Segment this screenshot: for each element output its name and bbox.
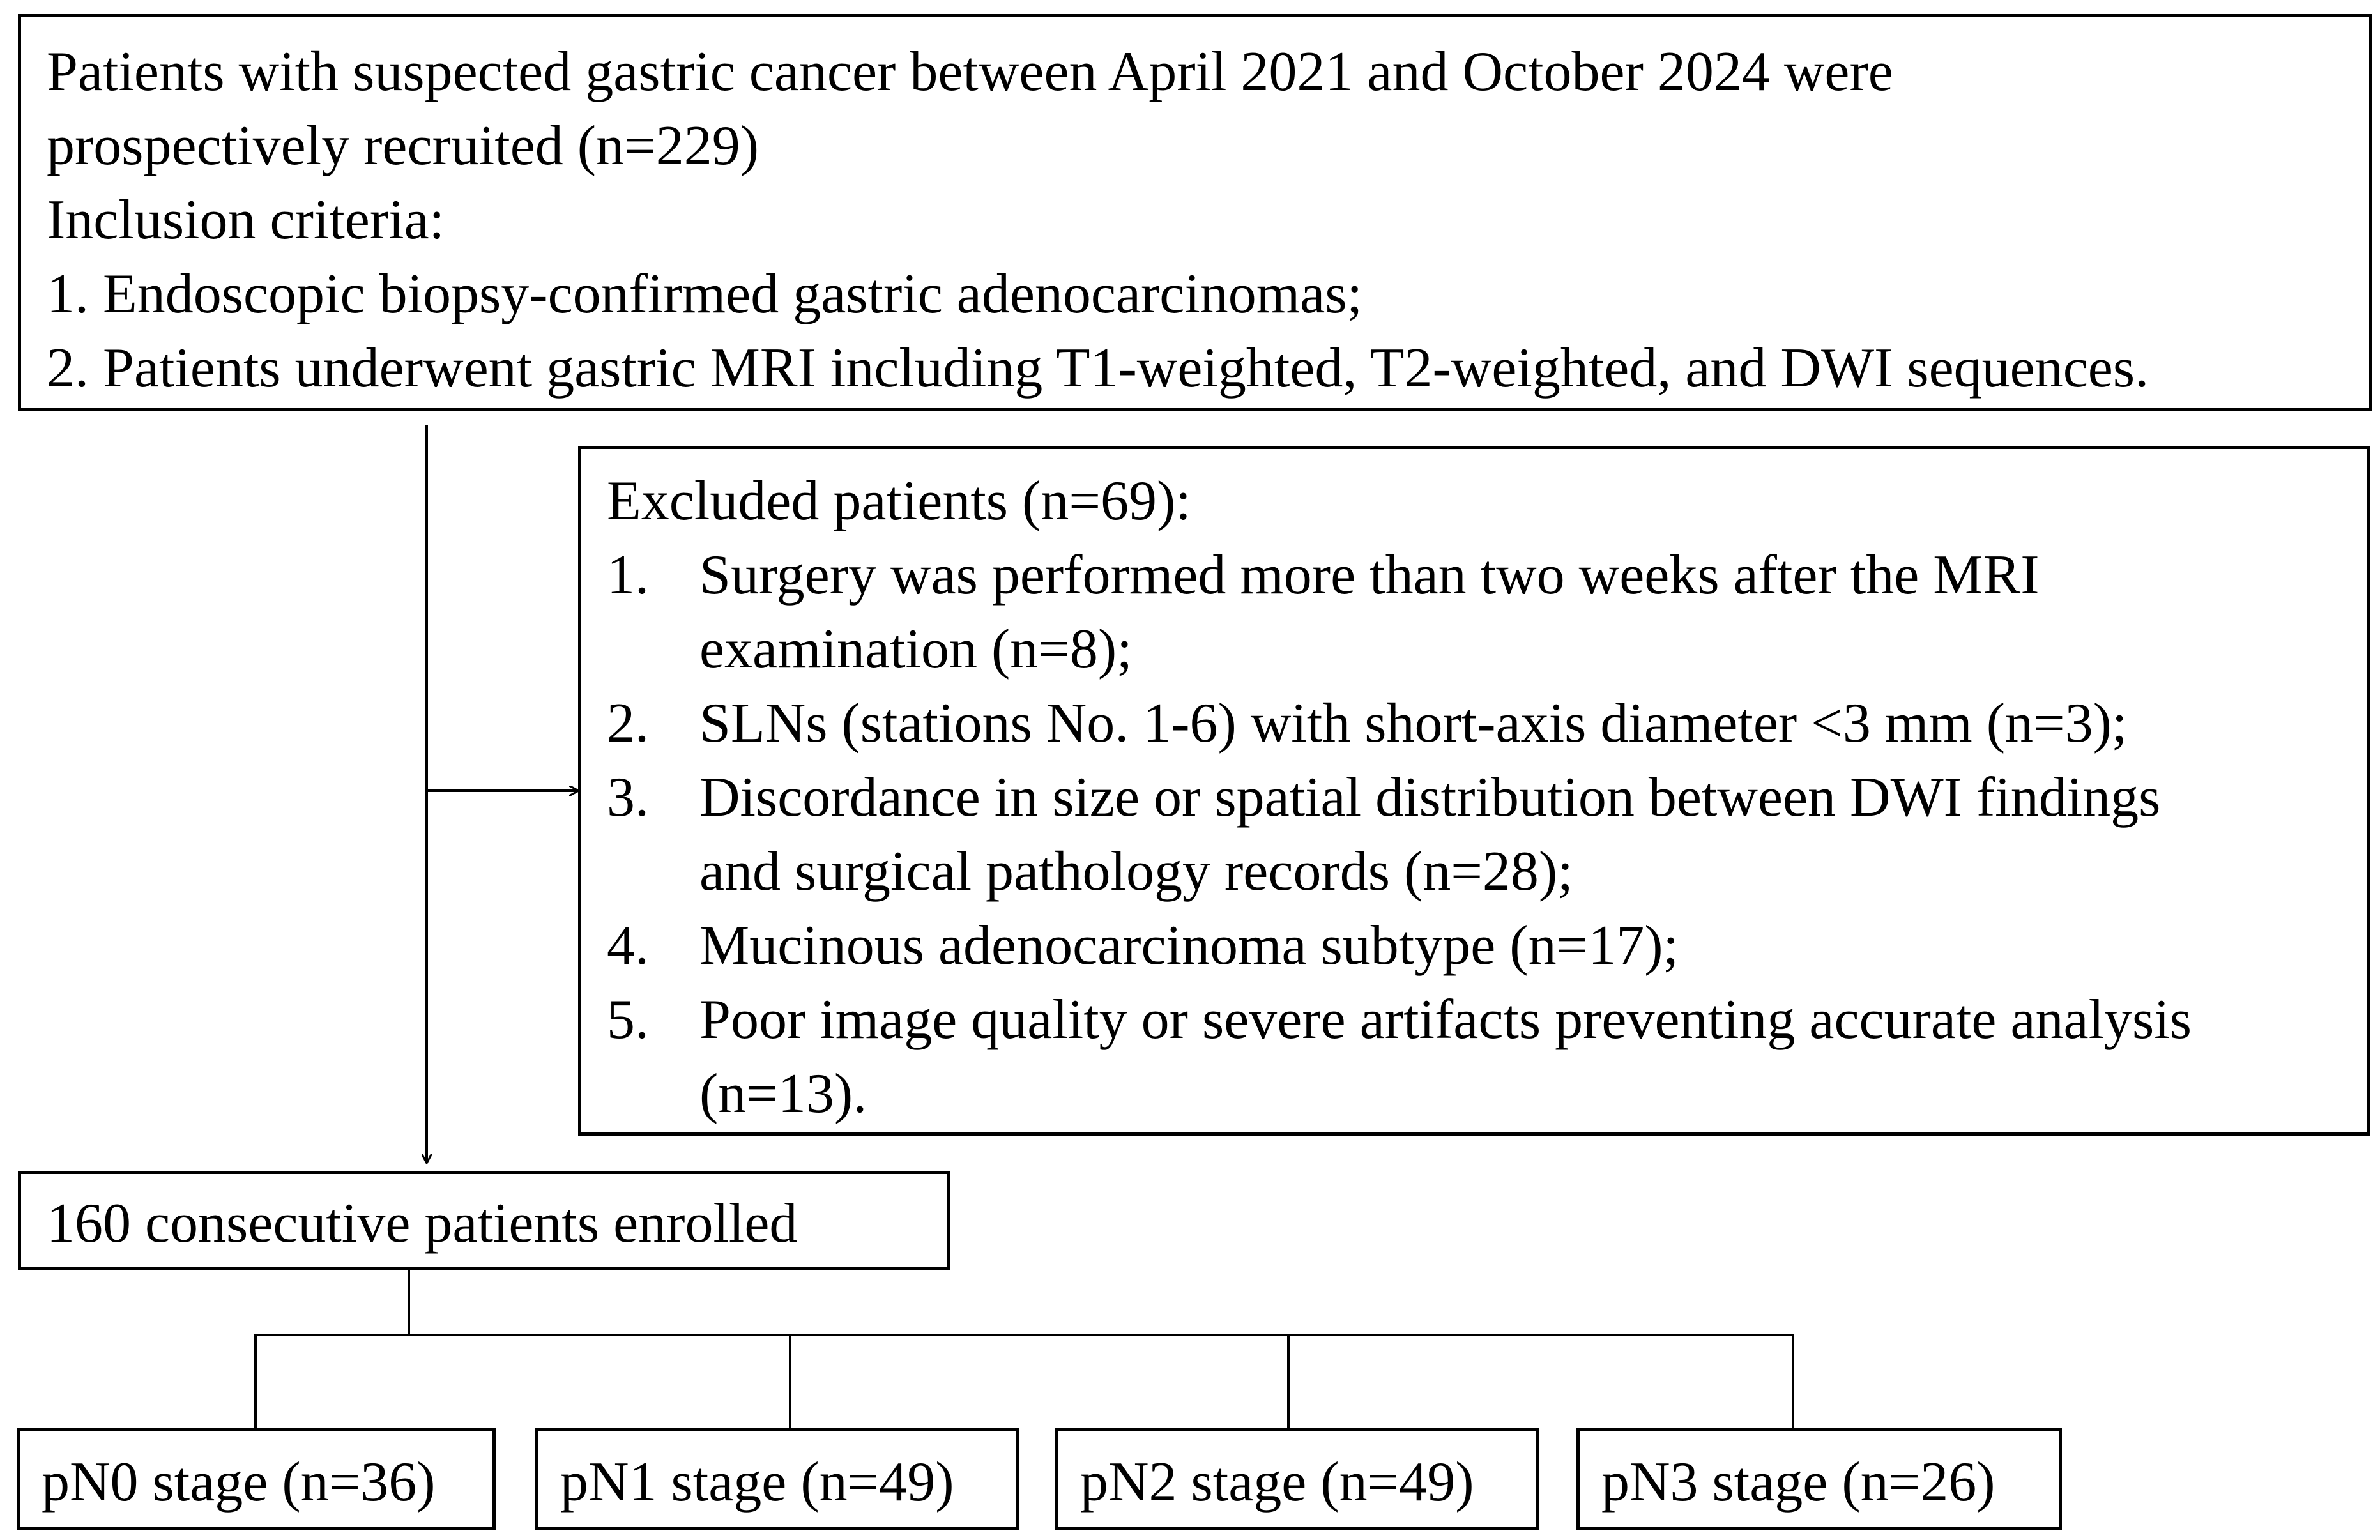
exclusion-item-1-line-2: examination (n=8); bbox=[699, 618, 1133, 680]
exclusion-item-5-line-1: Poor image quality or severe artifacts preventing accurate analysis bbox=[699, 989, 2192, 1051]
exclusion-item-5-number: 5. bbox=[607, 989, 649, 1051]
exclusion-item-5-line-2: (n=13). bbox=[699, 1063, 867, 1125]
stage-label-pn1: pN1 stage (n=49) bbox=[560, 1451, 954, 1513]
stage-box-pn0 bbox=[17, 1428, 496, 1530]
exclusion-item-4-number: 4. bbox=[607, 915, 649, 977]
exclusion-box bbox=[578, 446, 2370, 1136]
stage-box-pn3 bbox=[1576, 1428, 2062, 1530]
exclusion-item-2-number: 2. bbox=[607, 692, 649, 754]
recruitment-box bbox=[18, 14, 2372, 411]
exclusion-item-3-line-2: and surgical pathology records (n=28); bbox=[699, 841, 1573, 903]
exclusion-item-4-line-1: Mucinous adenocarcinoma subtype (n=17); bbox=[699, 915, 1679, 977]
stage-label-pn2: pN2 stage (n=49) bbox=[1080, 1451, 1474, 1513]
stage-label-pn3: pN3 stage (n=26) bbox=[1601, 1451, 1995, 1513]
inclusion-criterion-2: 2. Patients underwent gastric MRI including T1-weighted, T2-weighted, and DWI sequences. bbox=[47, 337, 2149, 399]
enrolled-box bbox=[18, 1171, 950, 1270]
exclusion-item-3-line-1: Discordance in size or spatial distribution between DWI findings bbox=[699, 766, 2161, 828]
exclusion-item-1-number: 1. bbox=[607, 544, 649, 606]
inclusion-criterion-1: 1. Endoscopic biopsy-confirmed gastric adenocarcinomas; bbox=[47, 263, 1363, 325]
exclusion-heading: Excluded patients (n=69): bbox=[607, 470, 1191, 532]
stage-label-pn0: pN0 stage (n=36) bbox=[42, 1451, 436, 1513]
enrolled-label: 160 consecutive patients enrolled bbox=[47, 1193, 798, 1254]
recruitment-line-2: prospectively recruited (n=229) bbox=[47, 115, 759, 177]
exclusion-item-2-line-1: SLNs (stations No. 1-6) with short-axis diameter <3 mm (n=3); bbox=[699, 692, 2128, 754]
exclusion-item-3-number: 3. bbox=[607, 766, 649, 828]
stage-box-pn1 bbox=[535, 1428, 1019, 1530]
inclusion-criteria-heading: Inclusion criteria: bbox=[47, 189, 445, 251]
exclusion-item-1-line-1: Surgery was performed more than two weeks after the MRI bbox=[699, 544, 2040, 606]
recruitment-line-1: Patients with suspected gastric cancer between April 2021 and October 2024 were bbox=[47, 41, 1893, 103]
stage-box-pn2 bbox=[1055, 1428, 1539, 1530]
